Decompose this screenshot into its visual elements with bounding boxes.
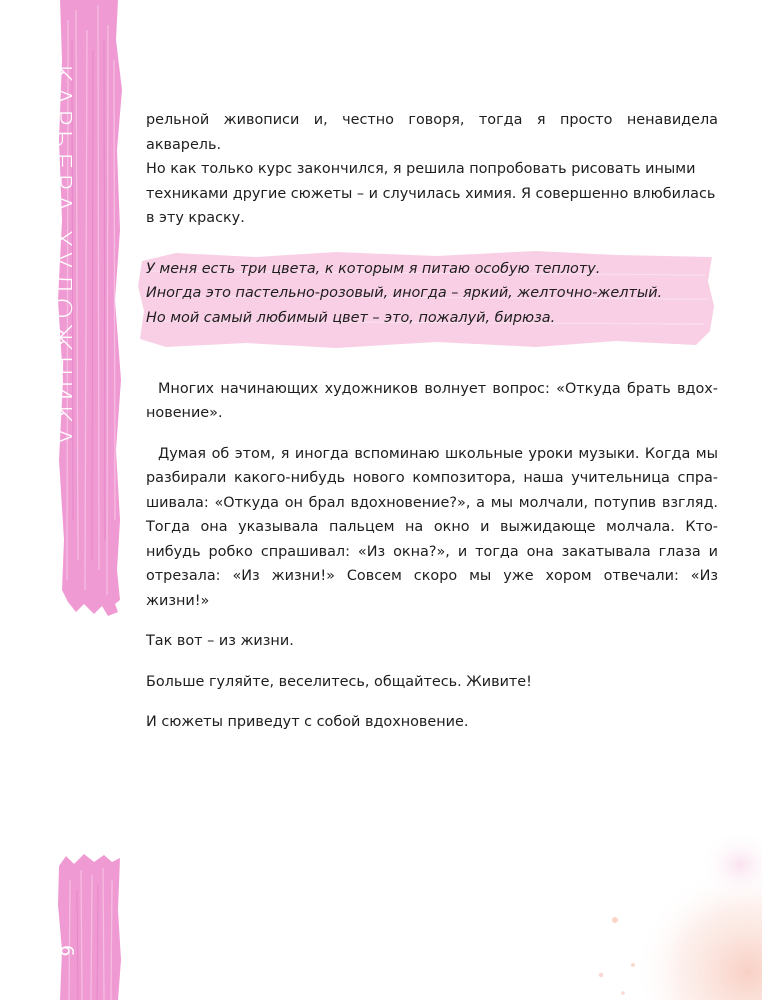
paragraph-question: Многих начинающих художников волнует вопрос: «Откуда брать вдох-новение». bbox=[146, 380, 718, 421]
paragraph-memory: Думая об этом, я иногда вспоминаю школьные уроки музыки. Когда мы разбирали какого-нибудь нового композитора, наша учительница спра-шивала: «Откуда он брал вдохновение?», а мы молчали, потупив взгляд. Тогда она указывала пальцем на окно и выжидающе молчала. Кто-нибудь робко спрашивал: «Из окна?», и тогда она закатывала глаза и отрезала: «Из жизни!» Совсем скоро мы уже хором отвечали: «Из жизни!» bbox=[146, 445, 718, 609]
watercolor-splash bbox=[575, 825, 762, 1000]
short-line-2: Больше гуляйте, веселитесь, общайтесь. Живите! bbox=[146, 673, 532, 690]
quote-line: Иногда это пастельно-розовый, иногда – яркий, желточно-желтый. bbox=[146, 285, 663, 301]
text-line: Но как только курс закончился, я решила попробовать рисовать иными bbox=[146, 161, 696, 177]
page-content bbox=[146, 108, 718, 735]
quote-text bbox=[146, 257, 718, 331]
quote-block bbox=[146, 257, 718, 343]
page-number: 6 bbox=[56, 945, 77, 957]
text-line: рельной живописи и, честно говоря, тогда я просто ненавидела акварель. bbox=[146, 112, 718, 153]
paragraph-continuation bbox=[146, 108, 718, 231]
text-line: в эту краску. bbox=[146, 210, 245, 226]
short-line-1: Так вот – из жизни. bbox=[146, 633, 294, 649]
chapter-side-title: КАРЬЕРА ХУДОЖНИКА bbox=[45, 64, 78, 450]
short-line-3: И сюжеты приведут с собой вдохновение. bbox=[146, 714, 469, 730]
text-line: техниками другие сюжеты – и случилась химия. Я совершенно влюбилась bbox=[146, 185, 716, 202]
quote-line: У меня есть три цвета, к которым я питаю особую теплоту. bbox=[146, 260, 601, 277]
quote-line: Но мой самый любимый цвет – это, пожалуй, бирюза. bbox=[146, 309, 556, 326]
